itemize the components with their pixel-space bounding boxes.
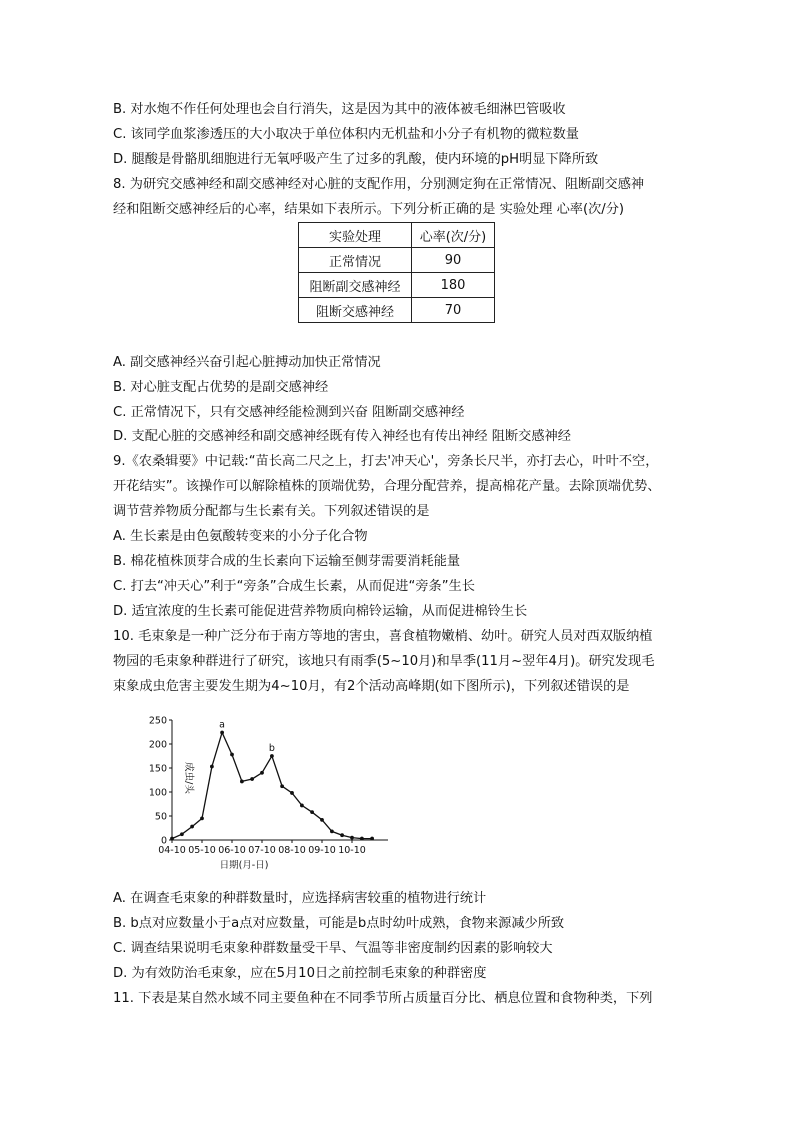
data-point [330, 829, 334, 833]
data-point [180, 832, 184, 836]
beetle-population-chart [140, 712, 400, 877]
q8-option-c: C. 正常情况下，只有交感神经能检测到兴奋 阻断副交感神经 [113, 405, 465, 420]
heart-rate-table [298, 222, 495, 323]
table-header-treatment: 实验处理 [299, 223, 412, 248]
x-tick-label: 05-10 [188, 845, 216, 856]
data-point [190, 825, 194, 829]
data-point [370, 837, 374, 841]
table-cell: 70 [412, 298, 495, 323]
data-point [270, 754, 274, 758]
q8-option-b: B. 对心脏支配占优势的是副交感神经 [113, 380, 329, 395]
y-tick-label: 0 [160, 835, 167, 847]
table-cell: 正常情况 [299, 248, 412, 273]
table-cell: 阻断副交感神经 [299, 273, 412, 298]
data-point [300, 804, 304, 808]
x-tick-label: 06-10 [218, 845, 246, 856]
data-point [360, 837, 364, 841]
data-point [340, 833, 344, 837]
y-axis-label: 成虫/头 [183, 762, 194, 794]
data-point [260, 771, 264, 775]
q10-stem-line-1: 10. 毛束象是一种广泛分布于南方等地的害虫，喜食植物嫩梢、幼叶。研究人员对西双版纳植 [113, 629, 653, 644]
q7-option-c: C. 该同学血浆渗透压的大小取决于单位体积内无机盐和小分子有机物的微粒数量 [113, 127, 579, 142]
data-point [220, 731, 224, 735]
table-row [299, 248, 495, 273]
table-header-rate: 心率(次/分) [412, 223, 495, 248]
data-point [290, 791, 294, 795]
y-tick-label: 200 [148, 739, 167, 751]
data-point [310, 810, 314, 814]
q9-option-a: A. 生长素是由色氨酸转变来的小分子化合物 [113, 529, 368, 544]
table-row [299, 273, 495, 298]
q10-option-c: C. 调查结果说明毛束象种群数量受干旱、气温等非密度制约因素的影响较大 [113, 941, 553, 956]
x-tick-label: 04-10 [158, 845, 186, 856]
x-tick-label: 08-10 [278, 845, 306, 856]
q9-stem-line-3: 调节营养物质分配都与生长素有关。下列叙述错误的是 [113, 504, 430, 519]
table-row [299, 298, 495, 323]
q10-option-d: D. 为有效防治毛束象，应在5月10日之前控制毛束象的种群密度 [113, 966, 487, 981]
data-point [230, 753, 234, 757]
q9-option-b: B. 棉花植株顶芽合成的生长素向下运输至侧芽需要消耗能量 [113, 554, 461, 569]
data-point [250, 777, 254, 781]
data-point [170, 837, 174, 841]
q10-option-b: B. b点对应数量小于a点对应数量，可能是b点时幼叶成熟，食物来源减少所致 [113, 916, 565, 931]
table-cell: 90 [412, 248, 495, 273]
point-annotation: b [268, 743, 275, 754]
y-tick-label: 50 [154, 811, 167, 823]
table-cell: 180 [412, 273, 495, 298]
q7-option-d: D. 腿酸是骨骼肌细胞进行无氧呼吸产生了过多的乳酸，使内环境的pH明显下降所致 [113, 152, 599, 167]
q10-option-a: A. 在调查毛束象的种群数量时，应选择病害较重的植物进行统计 [113, 891, 487, 906]
table-cell: 阻断交感神经 [299, 298, 412, 323]
x-tick-label: 09-10 [308, 845, 336, 856]
data-point [350, 836, 354, 840]
data-point [280, 784, 284, 788]
q8-option-a: A. 副交感神经兴奋引起心脏搏动加快正常情况 [113, 355, 381, 370]
q8-stem-line-1: 8. 为研究交感神经和副交感神经对心脏的支配作用，分别测定狗在正常情况、阻断副交感神 [113, 177, 645, 192]
q10-stem-line-2: 物园的毛束象种群进行了研究，该地只有雨季(5~10月)和旱季(11月~翌年4月)。研究发现毛 [113, 654, 655, 669]
data-point [240, 780, 244, 784]
x-tick-label: 07-10 [248, 845, 276, 856]
y-tick-label: 150 [148, 763, 167, 775]
point-annotation: a [219, 719, 226, 731]
data-point [200, 817, 204, 821]
q10-stem-line-3: 束象成虫危害主要发生期为4~10月，有2个活动高峰期(如下图所示)，下列叙述错误的是 [113, 679, 630, 694]
q8-stem-line-2: 经和阻断交感神经后的心率，结果如下表所示。下列分析正确的是 实验处理 心率(次/分) [113, 202, 625, 217]
q9-option-c: C. 打去“冲天心”利于“旁条”合成生长素，从而促进“旁条”生长 [113, 579, 475, 594]
q8-option-d: D. 支配心脏的交感神经和副交感神经既有传入神经也有传出神经 阻断交感神经 [113, 429, 571, 444]
q7-option-b: B. 对水炮不作任何处理也会自行消失，这是因为其中的液体被毛细淋巴管吸收 [113, 102, 566, 117]
q9-option-d: D. 适宜浓度的生长素可能促进营养物质向棉铃运输，从而促进棉铃生长 [113, 604, 528, 619]
q9-stem-line-2: 开花结实”。该操作可以解除植株的顶端优势，合理分配营养，提高棉花产量。去除顶端优势、 [113, 479, 661, 494]
data-point [320, 818, 324, 822]
data-point [210, 765, 214, 769]
table-header-row [299, 223, 495, 248]
q9-stem-line-1: 9.《农桑辑要》中记载:“苗长高二尺之上，打去'冲天心'，旁条长尺半，亦打去心，叶叶不空， [113, 454, 659, 469]
y-tick-label: 250 [148, 715, 167, 727]
q11-stem-line-1: 11. 下表是某自然水域不同主要鱼种在不同季节所占质量百分比、栖息位置和食物种类，下列 [113, 991, 653, 1006]
x-axis-label: 日期(月-日) [219, 860, 269, 871]
x-tick-label: 10-10 [338, 845, 366, 856]
y-tick-label: 100 [148, 787, 167, 799]
